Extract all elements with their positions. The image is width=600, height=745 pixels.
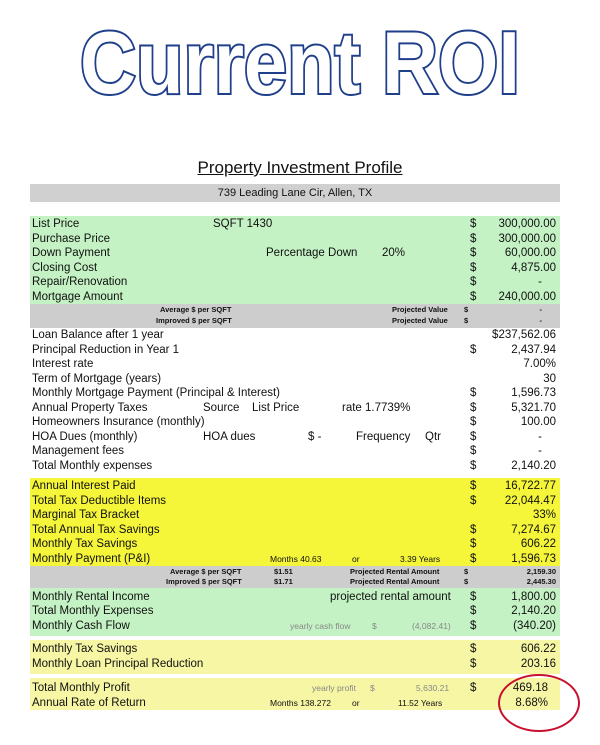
dollar-sign: $ bbox=[470, 494, 477, 507]
repair-value: - bbox=[538, 276, 542, 288]
rental-income-label: Monthly Rental Income bbox=[32, 590, 150, 603]
monthly-payment-value: 1,596.73 bbox=[511, 552, 556, 565]
summary-tax-savings-row bbox=[30, 642, 560, 657]
dollar-sign: $ bbox=[470, 590, 477, 603]
months-value: Months 40.63 bbox=[270, 553, 322, 564]
interest-rate-row bbox=[30, 357, 560, 372]
principal-reduction-row bbox=[30, 343, 560, 358]
list-price-value: 300,000.00 bbox=[498, 218, 556, 230]
projected-value-2: - bbox=[539, 316, 542, 325]
loan-balance-row bbox=[30, 328, 560, 343]
rental-expenses-row bbox=[30, 604, 560, 619]
property-taxes-row bbox=[30, 401, 560, 416]
projected-rental-label: Projected Rental Amount bbox=[350, 566, 440, 576]
mortgage-amount-label: Mortgage Amount bbox=[32, 290, 123, 303]
dollar-sign: $ bbox=[470, 523, 477, 536]
summary-tax-savings-label: Monthly Tax Savings bbox=[32, 643, 138, 655]
insurance-row bbox=[30, 415, 560, 430]
dollar-sign: $ bbox=[470, 430, 477, 443]
yearly-cash-flow-dollar: $ bbox=[372, 620, 377, 631]
annual-return-value: 8.68% bbox=[515, 696, 548, 709]
purchase-price-label: Purchase Price bbox=[32, 232, 110, 245]
monthly-mortgage-value: 1,596.73 bbox=[511, 387, 556, 399]
management-row bbox=[30, 444, 560, 459]
monthly-mortgage-label: Monthly Mortgage Payment (Principal & Interest) bbox=[32, 387, 280, 399]
frequency-label: Frequency bbox=[356, 430, 411, 443]
avg-sqft-row bbox=[30, 305, 560, 315]
total-profit-label: Total Monthly Profit bbox=[32, 682, 130, 694]
monthly-payment-row bbox=[30, 552, 560, 567]
percentage-down-value: 20% bbox=[382, 247, 406, 259]
hoa-label: HOA Dues (monthly) bbox=[32, 430, 138, 443]
tax-rate: rate 1.7739% bbox=[342, 401, 411, 414]
annual-tax-savings-row bbox=[30, 523, 560, 538]
sqft-value: SQFT 1430 bbox=[213, 218, 273, 230]
rental-income-row bbox=[30, 590, 560, 605]
closing-cost-row bbox=[30, 261, 560, 276]
dollar-sign: $ bbox=[464, 577, 469, 586]
dollar-sign: $ bbox=[470, 416, 477, 428]
monthly-tax-savings-value: 606.22 bbox=[520, 538, 556, 550]
interest-rate-value: 7.00% bbox=[523, 358, 556, 370]
total-profit-row bbox=[30, 681, 560, 696]
term-value: 30 bbox=[543, 372, 556, 385]
total-monthly-expenses-label: Total Monthly expenses bbox=[32, 459, 153, 472]
property-taxes-value: 5,321.70 bbox=[511, 401, 556, 414]
closing-cost-label: Closing Cost bbox=[32, 261, 98, 274]
percentage-down-label: Percentage Down bbox=[266, 247, 358, 259]
avg-sqft-label: Average $ per SQFT bbox=[160, 305, 232, 314]
down-payment-value: 60,000.00 bbox=[504, 247, 556, 259]
repair-label: Repair/Renovation bbox=[32, 276, 128, 288]
dollar-sign: $ bbox=[470, 459, 477, 472]
mortgage-amount-row bbox=[30, 290, 560, 305]
hoa-dues-amount: $ - bbox=[308, 430, 322, 443]
down-payment-row bbox=[30, 246, 560, 261]
return-months: Months 138.272 bbox=[270, 697, 331, 708]
insurance-label: Homeowners Insurance (monthly) bbox=[32, 416, 205, 428]
term-label: Term of Mortgage (years) bbox=[32, 372, 162, 385]
cash-flow-label: Monthly Cash Flow bbox=[32, 619, 130, 632]
improved-sqft-label: Improved $ per SQFT bbox=[156, 316, 232, 325]
title-graphic bbox=[0, 0, 600, 115]
dollar-sign: $ bbox=[470, 643, 477, 655]
dollar-sign: $ bbox=[470, 401, 477, 414]
rental-avg-sqft-row bbox=[30, 567, 560, 577]
management-value: - bbox=[538, 445, 542, 457]
annual-return-row bbox=[30, 696, 560, 711]
term-row bbox=[30, 372, 560, 387]
tax-deductible-label: Total Tax Deductible Items bbox=[32, 494, 167, 507]
improved-sqft-row bbox=[30, 316, 560, 326]
dollar-sign: $ bbox=[470, 657, 477, 670]
years-value: 3.39 Years bbox=[400, 553, 441, 564]
dollar-sign: $ bbox=[464, 316, 469, 325]
yearly-profit-value: 5,630.21 bbox=[416, 683, 450, 693]
list-price-row bbox=[30, 217, 560, 232]
rental-avg-sqft-label: Average $ per SQFT bbox=[170, 566, 242, 576]
monthly-mortgage-row bbox=[30, 386, 560, 401]
repair-row bbox=[30, 275, 560, 290]
return-years: 11.52 Years bbox=[398, 697, 443, 708]
dollar-sign: $ bbox=[470, 247, 477, 259]
tax-deductible-row bbox=[30, 494, 560, 509]
insurance-value: 100.00 bbox=[520, 416, 556, 428]
list-price-label: List Price bbox=[32, 218, 80, 230]
tax-source-label: Source bbox=[203, 401, 240, 414]
tax-deductible-value: 22,044.47 bbox=[504, 494, 556, 507]
rental-improved-sqft-value: $1.71 bbox=[274, 577, 293, 586]
yearly-profit-dollar: $ bbox=[370, 683, 375, 693]
tax-source-value: List Price bbox=[252, 401, 300, 414]
cash-flow-value: (340.20) bbox=[513, 619, 556, 632]
projected-rental-value-2: 2,445.30 bbox=[526, 577, 556, 586]
dollar-sign: $ bbox=[470, 682, 477, 694]
projected-value: - bbox=[539, 305, 542, 314]
total-monthly-expenses-row bbox=[30, 459, 560, 474]
purchase-price-value: 300,000.00 bbox=[498, 232, 556, 245]
loan-reduction-row bbox=[30, 657, 560, 672]
summary-tax-savings-value: 606.22 bbox=[520, 643, 556, 655]
rental-expenses-value: 2,140.20 bbox=[511, 605, 556, 617]
yearly-profit-label: yearly profit bbox=[312, 683, 356, 693]
or-label: or bbox=[352, 553, 360, 564]
loan-balance-value: $237,562.06 bbox=[492, 329, 556, 341]
loan-balance-label: Loan Balance after 1 year bbox=[32, 329, 164, 341]
dollar-sign: $ bbox=[470, 343, 477, 356]
dollar-sign: $ bbox=[464, 566, 469, 576]
yearly-cash-flow-value: (4,082.41) bbox=[412, 620, 451, 631]
purchase-price-row bbox=[30, 232, 560, 247]
monthly-payment-label: Monthly Payment (P&I) bbox=[32, 552, 151, 565]
address-bar: 739 Leading Lane Cir, Allen, TX bbox=[30, 184, 560, 202]
monthly-tax-savings-row bbox=[30, 537, 560, 552]
dollar-sign: $ bbox=[470, 538, 477, 550]
closing-cost-value: 4,875.00 bbox=[511, 261, 556, 274]
total-monthly-expenses-value: 2,140.20 bbox=[511, 459, 556, 472]
projected-rental-amount-label: projected rental amount bbox=[330, 590, 451, 603]
dollar-sign: $ bbox=[470, 552, 477, 565]
tax-bracket-label: Marginal Tax Bracket bbox=[32, 509, 140, 521]
projected-value-label: Projected Value bbox=[392, 316, 448, 325]
dollar-sign: $ bbox=[470, 480, 477, 492]
highlight-circle bbox=[498, 674, 580, 732]
projected-rental-label-2: Projected Rental Amount bbox=[350, 577, 440, 586]
rental-improved-sqft-label: Improved $ per SQFT bbox=[166, 577, 242, 586]
dollar-sign: $ bbox=[470, 387, 477, 399]
projected-rental-value: 2,159.30 bbox=[526, 566, 556, 576]
annual-tax-savings-value: 7,274.67 bbox=[511, 523, 556, 536]
dollar-sign: $ bbox=[470, 290, 477, 303]
rental-improved-sqft-row bbox=[30, 577, 560, 587]
dollar-sign: $ bbox=[470, 276, 477, 288]
profile-title: Property Investment Profile bbox=[197, 158, 403, 177]
principal-reduction-label: Principal Reduction in Year 1 bbox=[32, 343, 180, 356]
dollar-sign: $ bbox=[470, 261, 477, 274]
hoa-dues-label: HOA dues bbox=[203, 430, 256, 443]
dollar-sign: $ bbox=[470, 445, 477, 457]
rental-avg-sqft-value: $1.51 bbox=[274, 566, 293, 576]
monthly-tax-savings-label: Monthly Tax Savings bbox=[32, 538, 138, 550]
rental-expenses-label: Total Monthly Expenses bbox=[32, 605, 154, 617]
principal-reduction-value: 2,437.94 bbox=[511, 343, 556, 356]
annual-tax-savings-label: Total Annual Tax Savings bbox=[32, 523, 160, 536]
dollar-sign: $ bbox=[464, 305, 469, 314]
rental-income-value: 1,800.00 bbox=[511, 590, 556, 603]
return-or: or bbox=[352, 697, 360, 708]
dollar-sign: $ bbox=[470, 605, 477, 617]
annual-return-label: Annual Rate of Return bbox=[32, 696, 146, 709]
hoa-value: - bbox=[538, 430, 542, 443]
cash-flow-row bbox=[30, 619, 560, 634]
loan-reduction-value: 203.16 bbox=[520, 657, 556, 670]
hoa-row bbox=[30, 430, 560, 445]
mortgage-amount-value: 240,000.00 bbox=[498, 290, 556, 303]
projected-value-label: Projected Value bbox=[392, 305, 448, 314]
interest-rate-label: Interest rate bbox=[32, 358, 94, 370]
yearly-cash-flow-label: yearly cash flow bbox=[290, 620, 351, 631]
dollar-sign: $ bbox=[470, 619, 477, 632]
annual-interest-value: 16,722.77 bbox=[504, 480, 556, 492]
loan-reduction-label: Monthly Loan Principal Reduction bbox=[32, 657, 204, 670]
management-label: Management fees bbox=[32, 445, 125, 457]
dollar-sign: $ bbox=[470, 218, 477, 230]
annual-interest-row bbox=[30, 479, 560, 494]
page-title: Current ROI bbox=[80, 13, 520, 112]
annual-interest-label: Annual Interest Paid bbox=[32, 480, 136, 492]
property-taxes-label: Annual Property Taxes bbox=[32, 401, 148, 414]
tax-bracket-row bbox=[30, 508, 560, 523]
frequency-value: Qtr bbox=[425, 430, 441, 443]
down-payment-label: Down Payment bbox=[32, 247, 110, 259]
dollar-sign: $ bbox=[470, 232, 477, 245]
total-profit-value: 469.18 bbox=[512, 682, 548, 694]
tax-bracket-value: 33% bbox=[532, 509, 556, 521]
